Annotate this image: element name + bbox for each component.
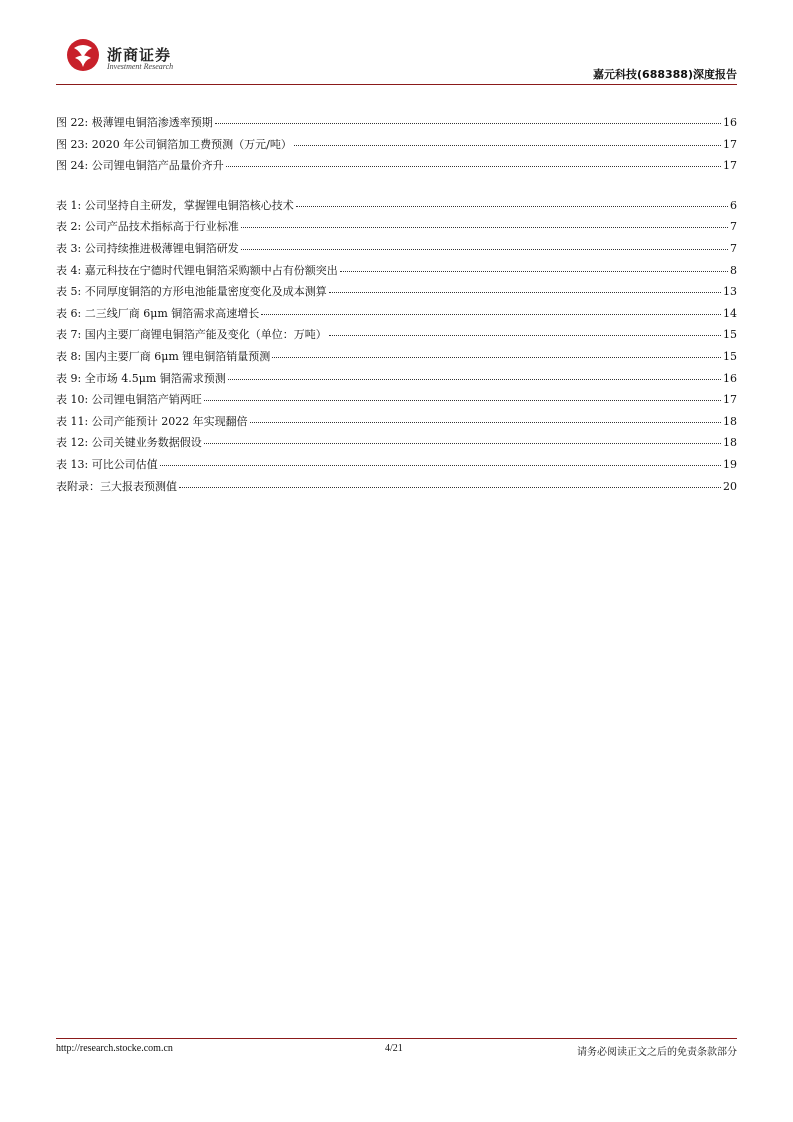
toc-entry-page: 13 <box>723 285 737 299</box>
toc-entry-page: 16 <box>723 116 737 129</box>
toc-entry[interactable] <box>56 326 737 348</box>
toc-dot-leader <box>340 271 728 272</box>
toc-dot-leader <box>179 487 721 488</box>
toc-entry[interactable] <box>56 456 737 478</box>
toc-entry-page: 6 <box>730 198 737 212</box>
toc-entry-label: 表 1: 公司坚持自主研发，掌握锂电铜箔核心技术 <box>56 198 294 212</box>
footer-url[interactable]: http://research.stocke.com.cn <box>56 1043 173 1054</box>
toc-entry-label: 表 6: 二三线厂商 6μm 铜箔需求高速增长 <box>56 306 260 320</box>
toc-entry-page: 18 <box>723 414 737 428</box>
toc-figures-list <box>56 114 737 179</box>
page-header <box>0 0 793 90</box>
toc-dot-leader <box>261 314 721 315</box>
toc-entry[interactable] <box>56 157 737 179</box>
toc-entry-label: 表附录：三大报表预测值 <box>56 479 177 493</box>
toc-entry-label: 表 5: 不同厚度铜箔的方形电池能量密度变化及成本测算 <box>56 285 327 299</box>
toc-entry-page: 14 <box>723 306 737 320</box>
toc-entry[interactable] <box>56 283 737 305</box>
toc-dot-leader <box>250 422 721 423</box>
toc-dot-leader <box>241 249 728 250</box>
toc-entry-page: 17 <box>723 159 737 173</box>
toc-entry-label: 表 8: 国内主要厂商 6μm 锂电铜箔销量预测 <box>56 349 271 363</box>
toc-dot-leader <box>228 379 721 380</box>
toc-entry[interactable] <box>56 434 737 456</box>
toc-entry-page: 17 <box>723 137 737 151</box>
toc-entry[interactable] <box>56 218 737 240</box>
toc-entry[interactable] <box>56 240 737 262</box>
toc-entry-label: 图 23: 2020 年公司铜箔加工费预测（万元/吨） <box>56 137 292 151</box>
toc-entry-label: 表 4: 嘉元科技在宁德时代锂电铜箔采购额中占有份额突出 <box>56 263 338 277</box>
toc-entry-page: 7 <box>730 220 737 234</box>
header-divider <box>56 84 737 85</box>
toc-entry-page: 16 <box>723 371 737 385</box>
toc-entry[interactable] <box>56 391 737 413</box>
toc-entry-label: 表 12: 公司关键业务数据假设 <box>56 436 202 450</box>
disclaimer-note: 请务必阅读正文之后的免责条款部分 <box>577 1047 737 1058</box>
toc-entry-page: 20 <box>723 479 737 493</box>
toc-entry-page: 8 <box>730 263 737 277</box>
toc-dot-leader <box>226 166 721 167</box>
zheshang-logo-icon <box>66 38 100 72</box>
toc-entry-page: 19 <box>723 457 737 471</box>
footer-divider <box>56 1038 737 1039</box>
toc-dot-leader <box>296 206 728 207</box>
toc-dot-leader <box>329 335 721 336</box>
toc-dot-leader <box>204 443 721 444</box>
toc-entry[interactable] <box>56 136 737 158</box>
brand-subtitle: Investment Research <box>107 62 174 71</box>
toc-entry[interactable] <box>56 262 737 284</box>
page-number: 4/21 <box>385 1043 403 1054</box>
toc-entry-label: 表 7: 国内主要厂商锂电铜箔产能及变化（单位：万吨） <box>56 328 327 342</box>
toc-entry-label: 图 22: 极薄锂电铜箔渗透率预期 <box>56 116 213 129</box>
toc-entry-page: 15 <box>723 349 737 363</box>
toc-entry[interactable] <box>56 370 737 392</box>
toc-dot-leader <box>215 123 721 124</box>
toc-dot-leader <box>329 292 721 293</box>
table-of-contents <box>56 114 737 499</box>
toc-entry-label: 表 3: 公司持续推进极薄锂电铜箔研发 <box>56 241 239 255</box>
brand-name: 浙商证券 <box>107 46 172 64</box>
toc-dot-leader <box>160 465 721 466</box>
toc-entry-label: 表 13: 可比公司估值 <box>56 457 158 471</box>
toc-dot-leader <box>204 400 721 401</box>
report-title: 嘉元科技(688388)深度报告 <box>593 68 737 81</box>
toc-section-gap <box>56 179 737 197</box>
toc-entry-label: 表 10: 公司锂电铜箔产销两旺 <box>56 393 202 407</box>
toc-entry[interactable] <box>56 413 737 435</box>
toc-entry[interactable] <box>56 348 737 370</box>
toc-entry-page: 15 <box>723 328 737 342</box>
toc-entry[interactable] <box>56 197 737 219</box>
toc-entry-page: 7 <box>730 241 737 255</box>
toc-entry[interactable] <box>56 478 737 500</box>
toc-entry-page: 18 <box>723 436 737 450</box>
toc-dot-leader <box>294 145 721 146</box>
toc-entry-label: 表 2: 公司产品技术指标高于行业标准 <box>56 220 239 234</box>
toc-dot-leader <box>241 227 728 228</box>
toc-tables-list <box>56 197 737 499</box>
toc-dot-leader <box>272 357 721 358</box>
toc-entry-label: 表 11: 公司产能预计 2022 年实现翻倍 <box>56 414 248 428</box>
toc-entry[interactable] <box>56 114 737 136</box>
toc-entry-label: 图 24: 公司锂电铜箔产品量价齐升 <box>56 159 224 173</box>
toc-entry-page: 17 <box>723 393 737 407</box>
toc-entry-label: 表 9: 全市场 4.5μm 铜箔需求预测 <box>56 371 226 385</box>
toc-entry[interactable] <box>56 305 737 327</box>
